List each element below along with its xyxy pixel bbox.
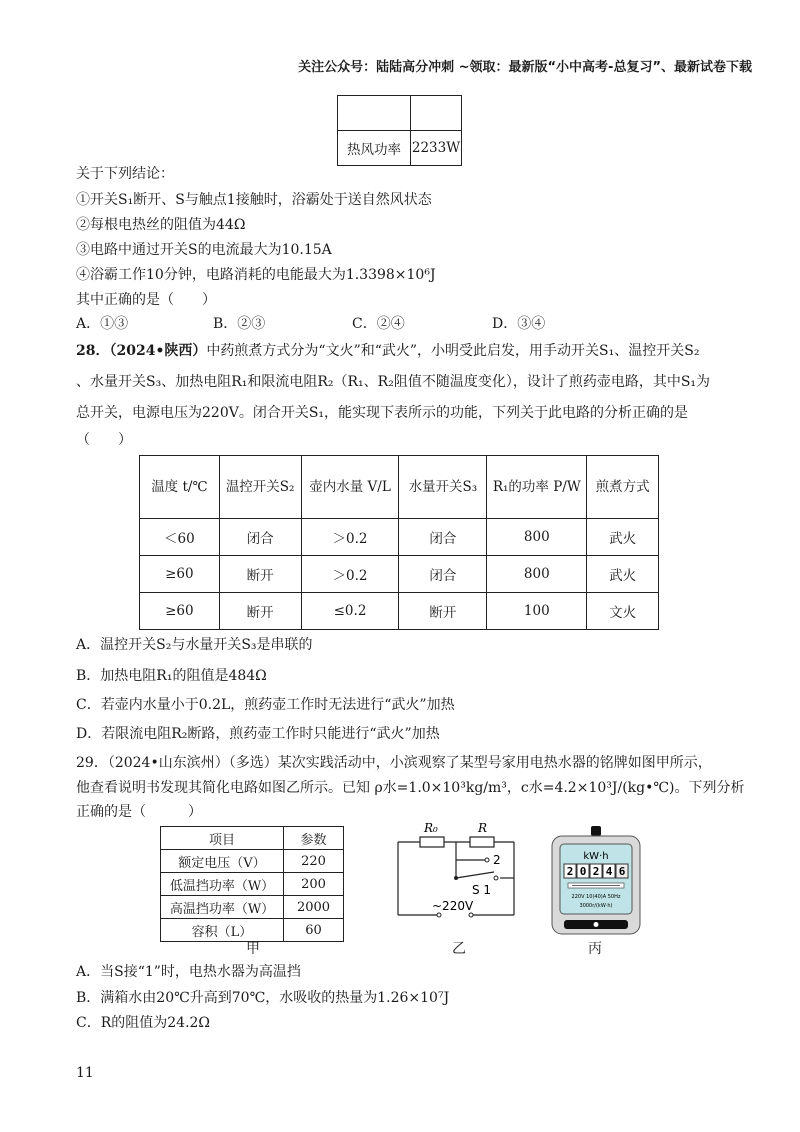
q27-option-a[interactable]: A．①③ — [76, 316, 129, 332]
q28-text: 中药煎煮方式分为“文火”和“武火”，小明受此启发，用手动开关S₁、温控开关S₂ — [206, 343, 700, 359]
q29-option-b[interactable]: B．满箱水由20℃升高到70℃，水吸收的热量为1.26×10⁷J — [76, 990, 450, 1006]
caption-jia: 甲 — [246, 941, 260, 957]
circuit-diagram — [390, 820, 520, 935]
q27-option-c[interactable]: C．②④ — [352, 316, 405, 332]
svg-text:2: 2 — [566, 865, 574, 878]
table-header: 壶内水量 V/L — [301, 456, 399, 519]
table-row: ≥60 断开 ≤0.2 断开 100 文火 — [140, 593, 659, 630]
meter-spec1: 220V 10(40)A 50Hz — [571, 894, 621, 900]
q28-number: 28．（2024•陕西） — [76, 343, 207, 359]
table-header: 温度 t/℃ — [140, 456, 220, 519]
table-header: 温控开关S₂ — [219, 456, 301, 519]
nameplate-table: 项目 参数 额定电压（V） 220 低温挡功率（W） 200 高温挡功率（W） 2000 容积（L） 60 — [160, 826, 344, 942]
meter-spec2: 3000r/(kW·h) — [579, 903, 613, 909]
q27-option-b[interactable]: B．②③ — [213, 316, 266, 332]
resistor-r0 — [420, 837, 444, 847]
svg-text:0: 0 — [579, 865, 587, 878]
energy-meter — [550, 826, 642, 938]
table-header: R₁的功率 P/W — [487, 456, 587, 519]
table-cell: 热风功率 — [338, 131, 411, 166]
q28-line3: 总开关，电源电压为220V。闭合开关S₁，能实现下表所示的功能，下列关于此电路的分析正确的是 — [76, 405, 689, 421]
q28-line1 — [76, 341, 699, 361]
caption-bing: 丙 — [588, 941, 602, 957]
table-row: 额定电压（V） 220 — [161, 850, 344, 873]
label-r0: R₀ — [424, 821, 438, 835]
svg-text:4: 4 — [605, 865, 613, 878]
q28-option-b[interactable]: B．加热电阻R₁的阻值是484Ω — [76, 668, 267, 684]
statement-4: ④浴霸工作10分钟，电路消耗的电能最大为1.3398×10⁶J — [76, 267, 436, 283]
table-row: 低温挡功率（W） 200 — [161, 873, 344, 896]
q28-option-d[interactable]: D．若限流电阻R₂断路，煎药壶工作时只能进行“武火”加热 — [76, 726, 440, 742]
q28-line2: 、水量开关S₃、加热电阻R₁和限流电阻R₂（R₁、R₂阻值不随温度变化），设计了煎药壶电路，其中S₁为 — [76, 374, 711, 390]
table-row: ≥60 断开 ＞0.2 闭合 800 武火 — [140, 556, 659, 593]
table-header: 煎煮方式 — [587, 456, 659, 519]
q28-line4: （ ） — [76, 432, 132, 448]
q29-line2: 他查看说明书发现其简化电路如图乙所示。已知 ρ水=1.0×10³kg/m³，c水=4.2×10³J/(kg•℃)。下列分析 — [76, 780, 745, 796]
power-table — [337, 95, 462, 166]
page-number: 11 — [76, 1065, 94, 1081]
q29-line1: 29．（2024•山东滨州）（多选）某次实践活动中，小滨观察了某型号家用电热水器的铭牌如图甲所示， — [76, 755, 712, 771]
meter-unit: kW·h — [583, 851, 609, 862]
intro-text: 关于下列结论： — [76, 166, 174, 182]
label-r: R — [478, 821, 488, 835]
svg-text:6: 6 — [618, 865, 626, 878]
label-source: ~220V — [432, 899, 474, 913]
q27-option-d[interactable]: D．③④ — [492, 316, 546, 332]
page-header: 关注公众号：陆陆高分冲刺 ~领取：最新版“小中高考-总复习”、最新试卷下载 — [298, 60, 752, 75]
table-header: 水量开关S₃ — [399, 456, 487, 519]
table-row: ＜60 闭合 ＞0.2 闭合 800 武火 — [140, 519, 659, 556]
table-cell: 2233W — [411, 131, 462, 166]
statement-3: ③电路中通过开关S的电流最大为10.15A — [76, 242, 332, 258]
resistor-r — [470, 837, 494, 847]
q29-option-a[interactable]: A．当S接“1”时，电热水器为高温挡 — [76, 964, 301, 980]
q29-line3: 正确的是（ ） — [76, 804, 202, 820]
q29-option-c[interactable]: C．R的阻值为24.2Ω — [76, 1015, 211, 1031]
label-switch: S 1 — [472, 883, 492, 897]
caption-yi: 乙 — [452, 941, 466, 957]
table-row: 容积（L） 60 — [161, 919, 344, 942]
q28-table — [139, 455, 659, 630]
statement-1: ①开关S₁断开、S与触点1接触时，浴霸处于送自然风状态 — [76, 192, 432, 208]
statement-2: ②每根电热丝的阻值为44Ω — [76, 217, 246, 233]
table-row: 高温挡功率（W） 2000 — [161, 896, 344, 919]
correct-question: 其中正确的是（ ） — [76, 292, 216, 308]
q28-option-a[interactable]: A．温控开关S₂与水量开关S₃是串联的 — [76, 637, 313, 653]
q28-option-c[interactable]: C．若壶内水量小于0.2L，煎药壶工作时无法进行“武火”加热 — [76, 697, 455, 713]
label-contact-2: 2 — [493, 853, 501, 867]
svg-text:2: 2 — [592, 865, 600, 878]
